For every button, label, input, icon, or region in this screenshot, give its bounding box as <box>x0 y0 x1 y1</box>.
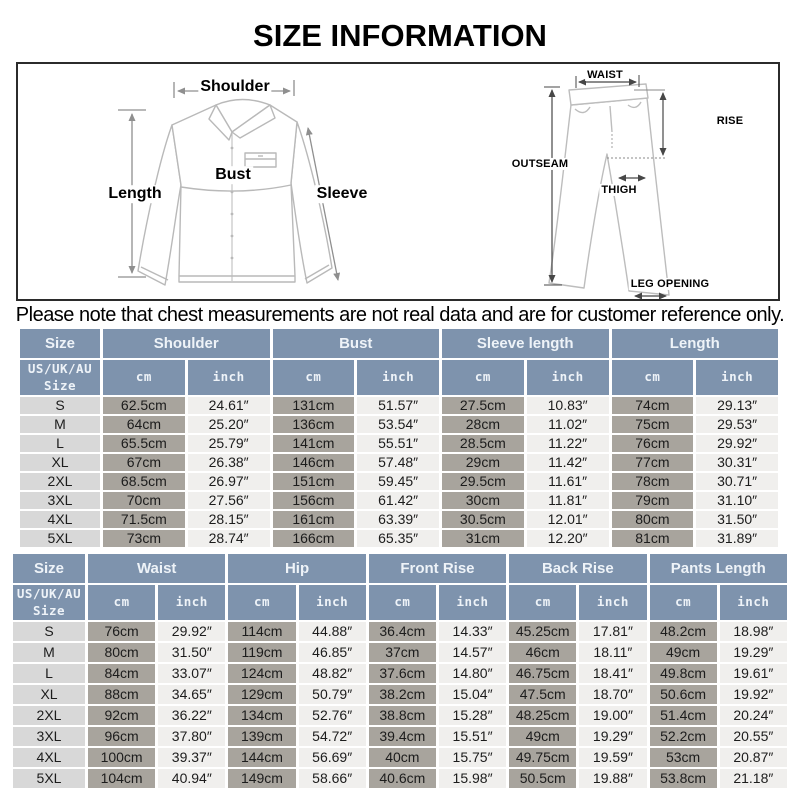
table-row <box>20 473 778 490</box>
inch-value-cell: 51.57″ <box>357 397 439 414</box>
cm-value-cell: 29cm <box>442 454 524 471</box>
sleeve-label: Sleeve <box>316 185 368 203</box>
size-cell: S <box>20 397 100 414</box>
size-cell: L <box>20 435 100 452</box>
size-cell: M <box>13 643 85 662</box>
size-cell: L <box>13 664 85 683</box>
cm-value-cell: 53.8cm <box>650 769 717 788</box>
subheader-cm: cm <box>369 585 436 620</box>
cm-value-cell: 161cm <box>273 511 355 528</box>
inch-value-cell: 18.41″ <box>579 664 646 683</box>
subheader-cm: cm <box>442 360 524 395</box>
column-header-hip: Hip <box>228 554 365 583</box>
inch-value-cell: 19.88″ <box>579 769 646 788</box>
cm-value-cell: 71.5cm <box>103 511 185 528</box>
subheader-us-uk-au-size: US/UK/AU Size <box>20 360 100 395</box>
subheader-cm: cm <box>650 585 717 620</box>
inch-value-cell: 28.74″ <box>188 530 270 547</box>
cm-value-cell: 141cm <box>273 435 355 452</box>
thigh-label: THIGH <box>601 183 637 196</box>
subheader-inch: inch <box>188 360 270 395</box>
table-header-row <box>13 554 787 583</box>
cm-value-cell: 131cm <box>273 397 355 414</box>
inch-value-cell: 46.85″ <box>299 643 366 662</box>
inch-value-cell: 39.37″ <box>158 748 225 767</box>
inch-value-cell: 25.20″ <box>188 416 270 433</box>
inch-value-cell: 19.92″ <box>720 685 787 704</box>
inch-value-cell: 50.79″ <box>299 685 366 704</box>
inch-value-cell: 12.01″ <box>527 511 609 528</box>
inch-value-cell: 56.69″ <box>299 748 366 767</box>
inch-value-cell: 19.61″ <box>720 664 787 683</box>
shirt-size-table <box>17 327 781 549</box>
size-cell: 4XL <box>20 511 100 528</box>
size-cell: 2XL <box>13 706 85 725</box>
inch-value-cell: 15.51″ <box>439 727 506 746</box>
inch-value-cell: 11.22″ <box>527 435 609 452</box>
inch-value-cell: 11.42″ <box>527 454 609 471</box>
subheader-cm: cm <box>509 585 576 620</box>
column-header-size: Size <box>13 554 85 583</box>
cm-value-cell: 149cm <box>228 769 295 788</box>
size-cell: 5XL <box>13 769 85 788</box>
inch-value-cell: 55.51″ <box>357 435 439 452</box>
inch-value-cell: 18.98″ <box>720 622 787 641</box>
cm-value-cell: 146cm <box>273 454 355 471</box>
column-header-front-rise: Front Rise <box>369 554 506 583</box>
inch-value-cell: 33.07″ <box>158 664 225 683</box>
measurement-diagram <box>18 64 778 299</box>
cm-value-cell: 156cm <box>273 492 355 509</box>
inch-value-cell: 25.79″ <box>188 435 270 452</box>
inch-value-cell: 12.20″ <box>527 530 609 547</box>
inch-value-cell: 36.22″ <box>158 706 225 725</box>
subheader-cm: cm <box>612 360 694 395</box>
cm-value-cell: 45.25cm <box>509 622 576 641</box>
leg-opening-label: LEG OPENING <box>630 277 710 290</box>
inch-value-cell: 15.98″ <box>439 769 506 788</box>
cm-value-cell: 48.2cm <box>650 622 717 641</box>
inch-value-cell: 28.15″ <box>188 511 270 528</box>
inch-value-cell: 27.56″ <box>188 492 270 509</box>
cm-value-cell: 129cm <box>228 685 295 704</box>
size-cell: 2XL <box>20 473 100 490</box>
size-cell: M <box>20 416 100 433</box>
inch-value-cell: 40.94″ <box>158 769 225 788</box>
cm-value-cell: 40cm <box>369 748 436 767</box>
inch-value-cell: 18.11″ <box>579 643 646 662</box>
column-header-shoulder: Shoulder <box>103 329 270 358</box>
cm-value-cell: 78cm <box>612 473 694 490</box>
column-header-length: Length <box>612 329 779 358</box>
table-row <box>13 664 787 683</box>
inch-value-cell: 18.70″ <box>579 685 646 704</box>
subheader-cm: cm <box>228 585 295 620</box>
subheader-inch: inch <box>158 585 225 620</box>
cm-value-cell: 46cm <box>509 643 576 662</box>
cm-value-cell: 46.75cm <box>509 664 576 683</box>
cm-value-cell: 134cm <box>228 706 295 725</box>
cm-value-cell: 80cm <box>612 511 694 528</box>
table-row <box>13 622 787 641</box>
table-row <box>20 416 778 433</box>
cm-value-cell: 50.6cm <box>650 685 717 704</box>
cm-value-cell: 28.5cm <box>442 435 524 452</box>
inch-value-cell: 65.35″ <box>357 530 439 547</box>
cm-value-cell: 81cm <box>612 530 694 547</box>
inch-value-cell: 59.45″ <box>357 473 439 490</box>
cm-value-cell: 37cm <box>369 643 436 662</box>
cm-value-cell: 31cm <box>442 530 524 547</box>
cm-value-cell: 30.5cm <box>442 511 524 528</box>
bust-label: Bust <box>215 166 251 184</box>
cm-value-cell: 29.5cm <box>442 473 524 490</box>
cm-value-cell: 49.75cm <box>509 748 576 767</box>
inch-value-cell: 14.33″ <box>439 622 506 641</box>
cm-value-cell: 38.2cm <box>369 685 436 704</box>
table-row <box>13 727 787 746</box>
cm-value-cell: 40.6cm <box>369 769 436 788</box>
inch-value-cell: 15.75″ <box>439 748 506 767</box>
subheader-inch: inch <box>439 585 506 620</box>
shoulder-label: Shoulder <box>200 78 270 96</box>
cm-value-cell: 74cm <box>612 397 694 414</box>
rise-label: RISE <box>716 114 744 127</box>
subheader-inch: inch <box>696 360 778 395</box>
table-row <box>13 685 787 704</box>
column-header-size: Size <box>20 329 100 358</box>
cm-value-cell: 39.4cm <box>369 727 436 746</box>
subheader-cm: cm <box>103 360 185 395</box>
inch-value-cell: 21.18″ <box>720 769 787 788</box>
cm-value-cell: 88cm <box>88 685 155 704</box>
cm-value-cell: 75cm <box>612 416 694 433</box>
cm-value-cell: 48.25cm <box>509 706 576 725</box>
table-subheader-row <box>13 585 787 620</box>
table-row <box>13 706 787 725</box>
size-cell: 3XL <box>20 492 100 509</box>
cm-value-cell: 70cm <box>103 492 185 509</box>
cm-value-cell: 166cm <box>273 530 355 547</box>
inch-value-cell: 15.28″ <box>439 706 506 725</box>
cm-value-cell: 62.5cm <box>103 397 185 414</box>
table-row <box>20 397 778 414</box>
inch-value-cell: 19.59″ <box>579 748 646 767</box>
cm-value-cell: 77cm <box>612 454 694 471</box>
table-subheader-row <box>20 360 778 395</box>
cm-value-cell: 114cm <box>228 622 295 641</box>
inch-value-cell: 58.66″ <box>299 769 366 788</box>
cm-value-cell: 136cm <box>273 416 355 433</box>
inch-value-cell: 20.87″ <box>720 748 787 767</box>
shirt-diagram <box>138 100 332 286</box>
cm-value-cell: 76cm <box>612 435 694 452</box>
subheader-inch: inch <box>720 585 787 620</box>
subheader-us-uk-au-size: US/UK/AU Size <box>13 585 85 620</box>
cm-value-cell: 119cm <box>228 643 295 662</box>
inch-value-cell: 20.24″ <box>720 706 787 725</box>
inch-value-cell: 17.81″ <box>579 622 646 641</box>
cm-value-cell: 68.5cm <box>103 473 185 490</box>
inch-value-cell: 11.81″ <box>527 492 609 509</box>
cm-value-cell: 100cm <box>88 748 155 767</box>
inch-value-cell: 30.31″ <box>696 454 778 471</box>
column-header-back-rise: Back Rise <box>509 554 646 583</box>
cm-value-cell: 124cm <box>228 664 295 683</box>
inch-value-cell: 31.50″ <box>696 511 778 528</box>
inch-value-cell: 11.61″ <box>527 473 609 490</box>
inch-value-cell: 61.42″ <box>357 492 439 509</box>
inch-value-cell: 29.13″ <box>696 397 778 414</box>
table-header-row <box>20 329 778 358</box>
inch-value-cell: 19.29″ <box>579 727 646 746</box>
cm-value-cell: 27.5cm <box>442 397 524 414</box>
pants-size-table <box>10 552 790 790</box>
inch-value-cell: 11.02″ <box>527 416 609 433</box>
cm-value-cell: 104cm <box>88 769 155 788</box>
table-row <box>13 769 787 788</box>
subheader-cm: cm <box>88 585 155 620</box>
column-header-sleeve-length: Sleeve length <box>442 329 609 358</box>
cm-value-cell: 76cm <box>88 622 155 641</box>
inch-value-cell: 26.97″ <box>188 473 270 490</box>
inch-value-cell: 10.83″ <box>527 397 609 414</box>
size-cell: 4XL <box>13 748 85 767</box>
cm-value-cell: 51.4cm <box>650 706 717 725</box>
cm-value-cell: 52.2cm <box>650 727 717 746</box>
outseam-label: OUTSEAM <box>511 157 569 170</box>
size-cell: 5XL <box>20 530 100 547</box>
inch-value-cell: 31.10″ <box>696 492 778 509</box>
size-cell: 3XL <box>13 727 85 746</box>
cm-value-cell: 151cm <box>273 473 355 490</box>
inch-value-cell: 29.92″ <box>696 435 778 452</box>
cm-value-cell: 28cm <box>442 416 524 433</box>
size-cell: S <box>13 622 85 641</box>
inch-value-cell: 19.29″ <box>720 643 787 662</box>
inch-value-cell: 48.82″ <box>299 664 366 683</box>
inch-value-cell: 63.39″ <box>357 511 439 528</box>
cm-value-cell: 49cm <box>650 643 717 662</box>
inch-value-cell: 29.92″ <box>158 622 225 641</box>
table-row <box>20 492 778 509</box>
inch-value-cell: 34.65″ <box>158 685 225 704</box>
page-title: SIZE INFORMATION <box>253 18 547 53</box>
column-header-waist: Waist <box>88 554 225 583</box>
inch-value-cell: 14.80″ <box>439 664 506 683</box>
column-header-pants-length: Pants Length <box>650 554 788 583</box>
inch-value-cell: 30.71″ <box>696 473 778 490</box>
inch-value-cell: 31.50″ <box>158 643 225 662</box>
cm-value-cell: 37.6cm <box>369 664 436 683</box>
cm-value-cell: 47.5cm <box>509 685 576 704</box>
inch-value-cell: 14.57″ <box>439 643 506 662</box>
cm-value-cell: 73cm <box>103 530 185 547</box>
cm-value-cell: 50.5cm <box>509 769 576 788</box>
table-row <box>13 643 787 662</box>
cm-value-cell: 139cm <box>228 727 295 746</box>
cm-value-cell: 36.4cm <box>369 622 436 641</box>
subheader-inch: inch <box>357 360 439 395</box>
inch-value-cell: 52.76″ <box>299 706 366 725</box>
subheader-inch: inch <box>527 360 609 395</box>
subheader-cm: cm <box>273 360 355 395</box>
size-cell: XL <box>13 685 85 704</box>
inch-value-cell: 54.72″ <box>299 727 366 746</box>
inch-value-cell: 44.88″ <box>299 622 366 641</box>
cm-value-cell: 67cm <box>103 454 185 471</box>
size-cell: XL <box>20 454 100 471</box>
cm-value-cell: 49.8cm <box>650 664 717 683</box>
table-row <box>20 530 778 547</box>
measurement-diagram-box <box>16 62 780 301</box>
table-row <box>20 511 778 528</box>
inch-value-cell: 31.89″ <box>696 530 778 547</box>
inch-value-cell: 53.54″ <box>357 416 439 433</box>
inch-value-cell: 29.53″ <box>696 416 778 433</box>
cm-value-cell: 96cm <box>88 727 155 746</box>
cm-value-cell: 65.5cm <box>103 435 185 452</box>
cm-value-cell: 144cm <box>228 748 295 767</box>
cm-value-cell: 49cm <box>509 727 576 746</box>
cm-value-cell: 64cm <box>103 416 185 433</box>
length-label: Length <box>108 185 162 203</box>
cm-value-cell: 84cm <box>88 664 155 683</box>
cm-value-cell: 38.8cm <box>369 706 436 725</box>
inch-value-cell: 26.38″ <box>188 454 270 471</box>
cm-value-cell: 80cm <box>88 643 155 662</box>
inch-value-cell: 37.80″ <box>158 727 225 746</box>
cm-value-cell: 79cm <box>612 492 694 509</box>
table-row <box>13 748 787 767</box>
table-row <box>20 435 778 452</box>
inch-value-cell: 57.48″ <box>357 454 439 471</box>
inch-value-cell: 19.00″ <box>579 706 646 725</box>
cm-value-cell: 30cm <box>442 492 524 509</box>
reference-note: Please note that chest measurements are not real data and are for customer reference only. <box>15 304 785 326</box>
inch-value-cell: 20.55″ <box>720 727 787 746</box>
waist-label: WAIST <box>587 68 623 81</box>
subheader-inch: inch <box>579 585 646 620</box>
column-header-bust: Bust <box>273 329 440 358</box>
cm-value-cell: 53cm <box>650 748 717 767</box>
table-row <box>20 454 778 471</box>
inch-value-cell: 24.61″ <box>188 397 270 414</box>
cm-value-cell: 92cm <box>88 706 155 725</box>
inch-value-cell: 15.04″ <box>439 685 506 704</box>
subheader-inch: inch <box>299 585 366 620</box>
